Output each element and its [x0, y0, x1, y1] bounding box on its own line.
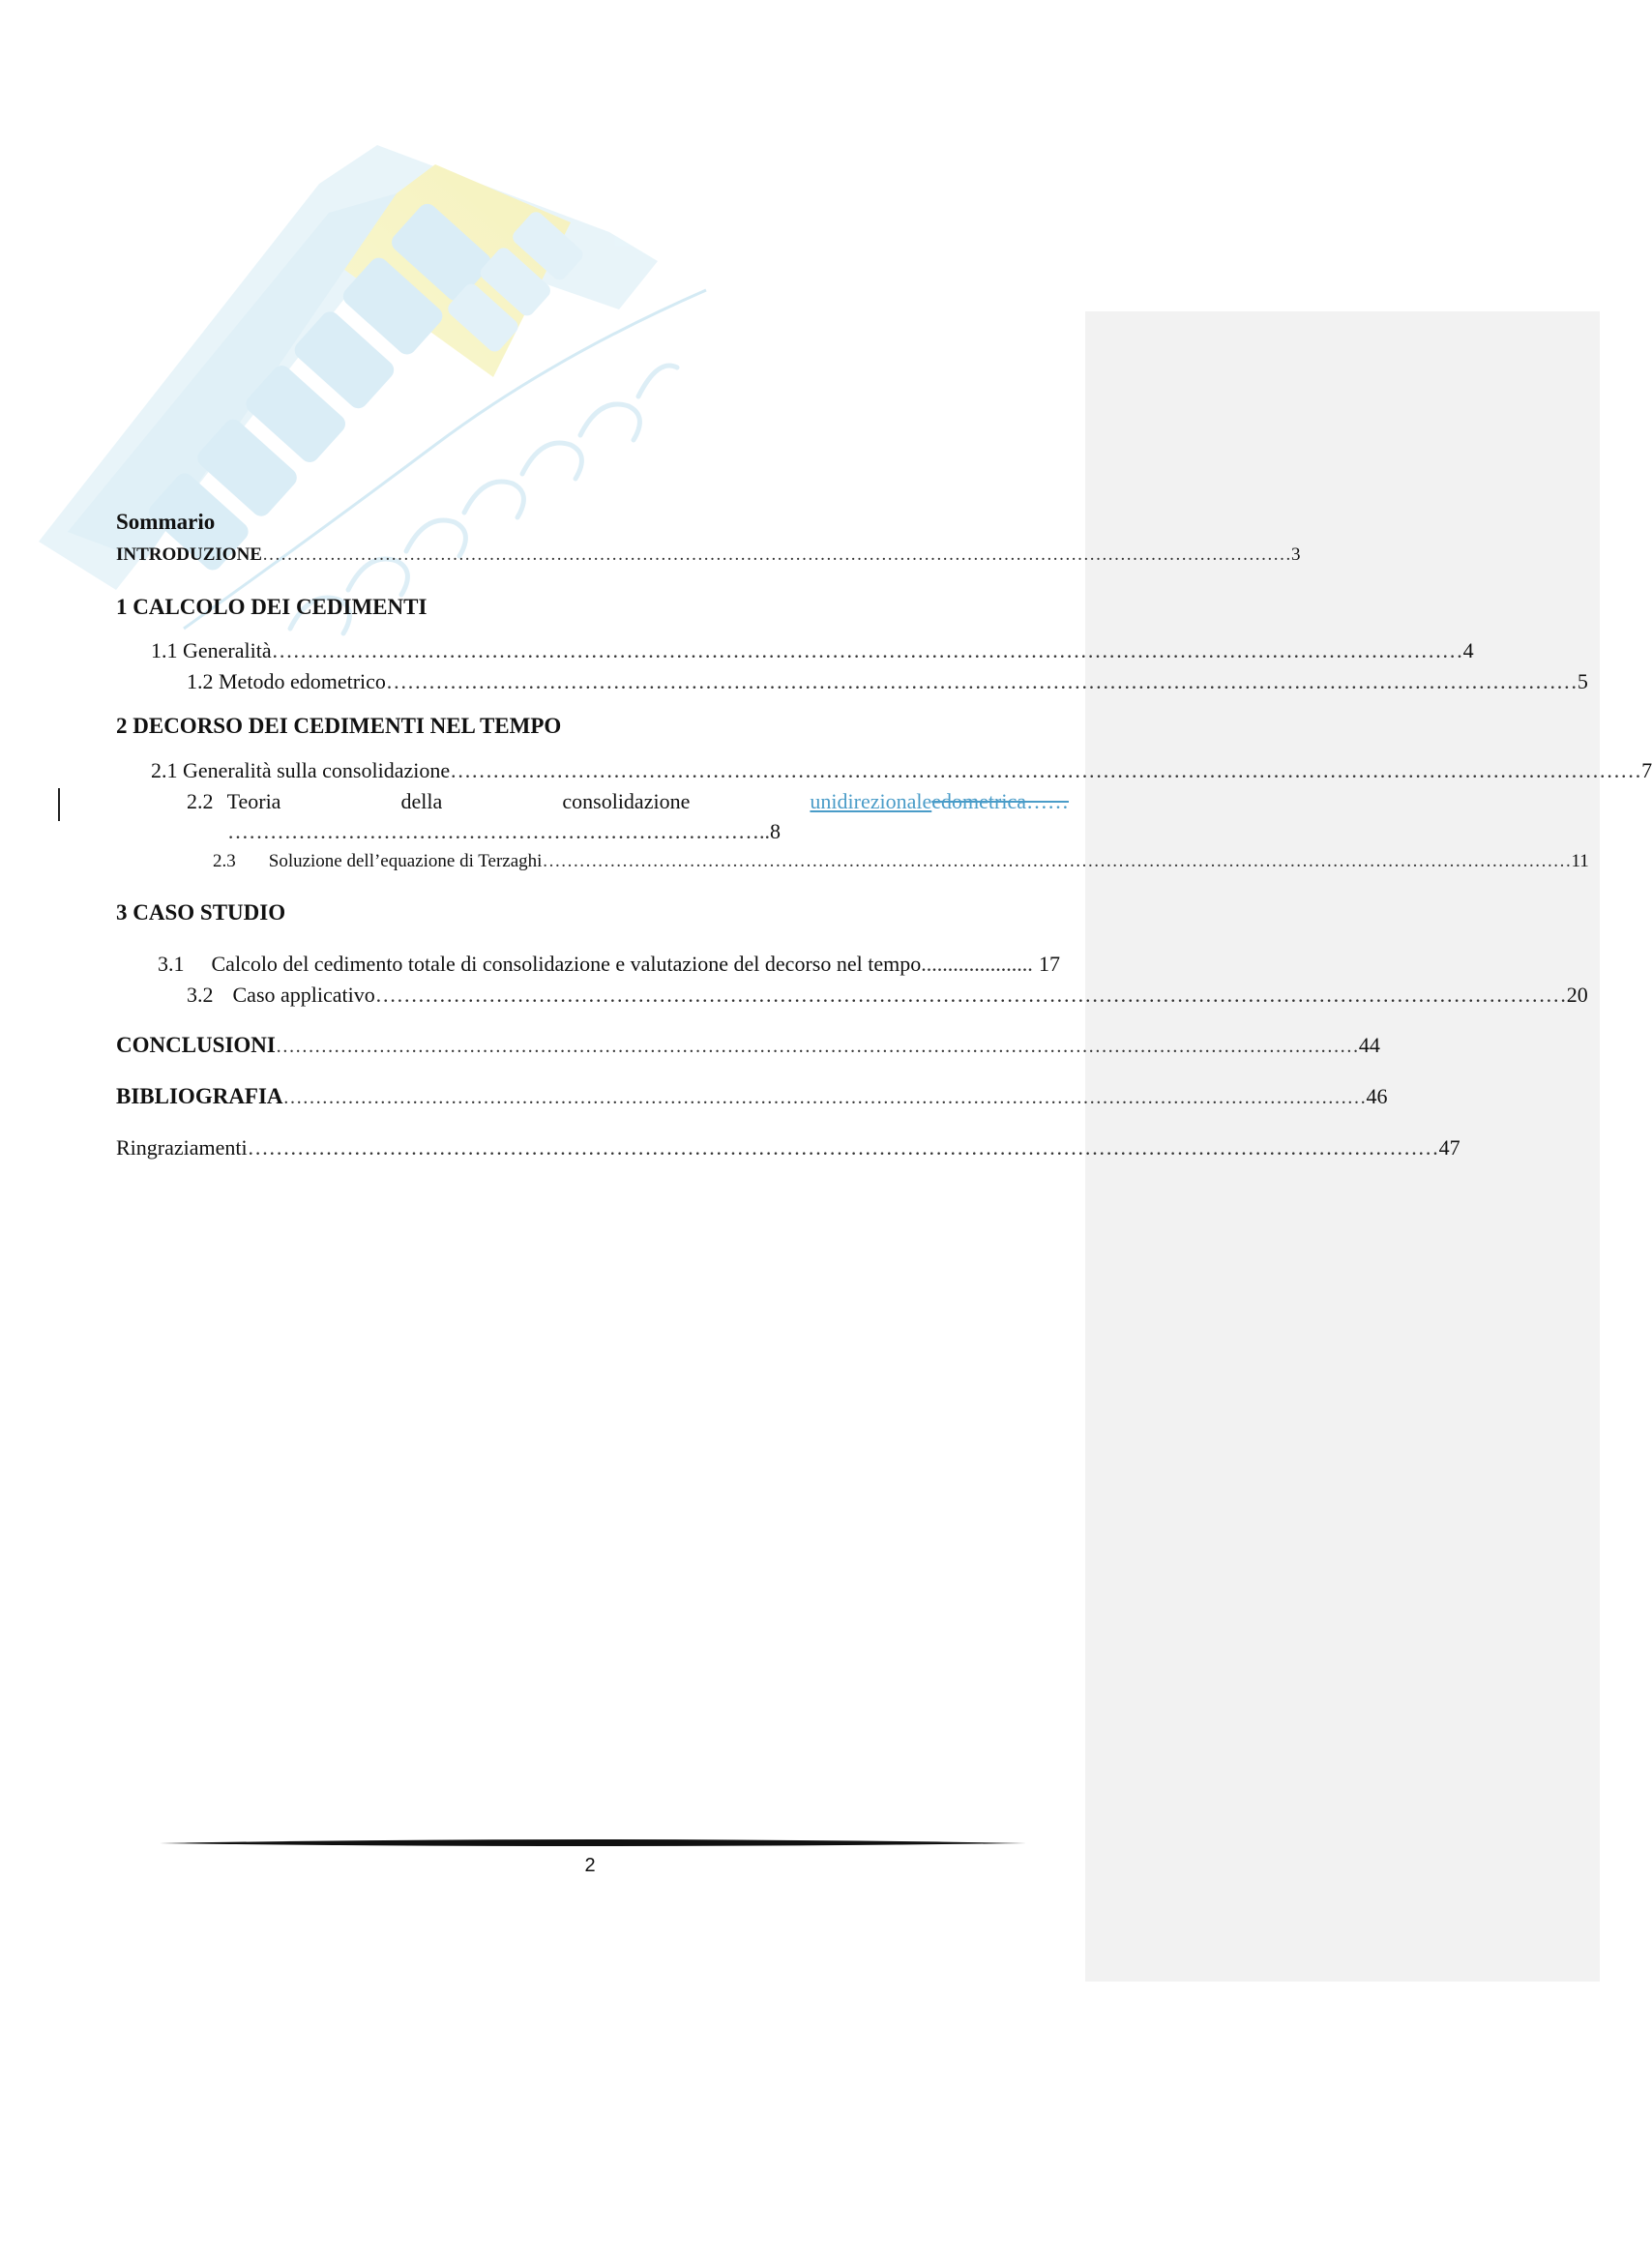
toc-entry-page: 11: [1571, 851, 1589, 871]
toc-entry-label: INTRODUZIONE: [116, 544, 262, 565]
toc-entry-number: 2.2: [187, 789, 214, 813]
toc-entry-label: 1 CALCOLO DEI CEDIMENTI: [116, 595, 428, 619]
toc-leader-dots: ……………………………………………………………………………………………………………………………………………………: [374, 983, 1567, 1007]
page-number: 2: [584, 1855, 596, 1876]
toc-entry-3-2[interactable]: [187, 983, 1588, 1008]
deleted-text: edometrica: [931, 789, 1026, 813]
toc-entry-label: 3 CASO STUDIO: [116, 900, 286, 925]
deleted-dots: ……: [1026, 789, 1069, 813]
toc-entry-ringraziamenti[interactable]: [116, 1135, 1460, 1160]
toc-entry-2-2-continuation: [227, 819, 781, 844]
inserted-text: unidirezionale: [810, 789, 932, 813]
toc-leader-dots: ……………………………………………………………………………………………………………………………………………………: [542, 851, 1572, 871]
toc-entry-label: Caso applicativo: [232, 983, 375, 1007]
toc-entry-label: Ringraziamenti: [116, 1135, 248, 1160]
toc-leader-dots: ……………………………………………………………………………………………………………………………………………………: [450, 758, 1642, 782]
toc-entry-label: 2 DECORSO DEI CEDIMENTI NEL TEMPO: [116, 714, 562, 738]
toc-entry-page: 3: [1290, 544, 1301, 565]
toc-title: [116, 510, 215, 535]
toc-entry-label: CONCLUSIONI: [116, 1033, 276, 1057]
toc-entry-page: 44: [1358, 1033, 1380, 1057]
toc-entry-label: 1.1 Generalità: [151, 638, 272, 662]
toc-entry-label: BIBLIOGRAFIA: [116, 1084, 283, 1108]
toc-entry-number: 3.2: [187, 983, 214, 1007]
toc-title-text: Sommario: [116, 510, 216, 534]
toc-leader-dots: ……………………………………………………………………………………………………………………………………………………: [282, 1087, 1367, 1108]
tracked-change-bar: [58, 788, 60, 821]
toc-entry-page: 17: [1039, 952, 1060, 976]
toc-entry-label: 1.2 Metodo edometrico: [187, 669, 386, 693]
toc-leader-dots: ……………………………………………………………………………………………………………………………………………………: [271, 638, 1463, 662]
toc-entry-3-1[interactable]: [158, 952, 1060, 977]
toc-entry-introduzione[interactable]: [116, 544, 1301, 566]
toc-chapter-1[interactable]: [116, 595, 427, 620]
toc-chapter-2[interactable]: [116, 714, 561, 739]
toc-entry-conclusioni[interactable]: [116, 1033, 1380, 1058]
toc-leader-dots: ……………………………………………………………………………………………………………………………………………………: [247, 1135, 1439, 1160]
toc-leader-dots: …………………………………………………………………..: [227, 819, 770, 843]
toc-entry-label: Soluzione dell’equazione di Terzaghi: [268, 851, 543, 871]
toc-leader-dots: .....................: [921, 952, 1033, 976]
toc-entry-2-2[interactable]: [187, 789, 1069, 814]
toc-entry-2-1[interactable]: [151, 758, 1652, 783]
toc-chapter-3[interactable]: [116, 900, 285, 925]
toc-entry-number: 3.1: [158, 952, 185, 976]
toc-entry-1-2[interactable]: [187, 669, 1588, 694]
toc-leader-dots: ……………………………………………………………………………………………………………………………………………………: [275, 1036, 1359, 1057]
toc-entry-word: Teoria: [226, 789, 281, 813]
toc-entry-page: 46: [1366, 1084, 1388, 1108]
footer-rule: [160, 1836, 1026, 1850]
toc-entry-page: 8: [770, 819, 781, 843]
toc-entry-page: 5: [1577, 669, 1588, 693]
toc-leader-dots: ……………………………………………………………………………………………………………………………………………………: [261, 544, 1291, 565]
tracked-insertion: [810, 789, 1069, 814]
toc-leader-dots: ……………………………………………………………………………………………………………………………………………………: [385, 669, 1578, 693]
toc-entry-page: 47: [1438, 1135, 1460, 1160]
toc-entry-page: 20: [1566, 983, 1588, 1007]
toc-entry-word: della: [400, 789, 443, 813]
toc-entry-word: consolidazione: [562, 789, 691, 813]
toc-entry-1-1[interactable]: [151, 638, 1474, 663]
toc-entry-label: Calcolo del cedimento totale di consolidazione e valutazione del decorso nel tempo: [211, 952, 922, 976]
toc-entry-2-3[interactable]: [213, 851, 1589, 872]
toc-entry-page: 4: [1462, 638, 1474, 662]
toc-entry-number: 2.3: [213, 851, 236, 871]
toc-entry-page: 7: [1641, 758, 1652, 782]
toc-entry-bibliografia[interactable]: [116, 1084, 1388, 1109]
toc-entry-label: 2.1 Generalità sulla consolidazione: [151, 758, 451, 782]
